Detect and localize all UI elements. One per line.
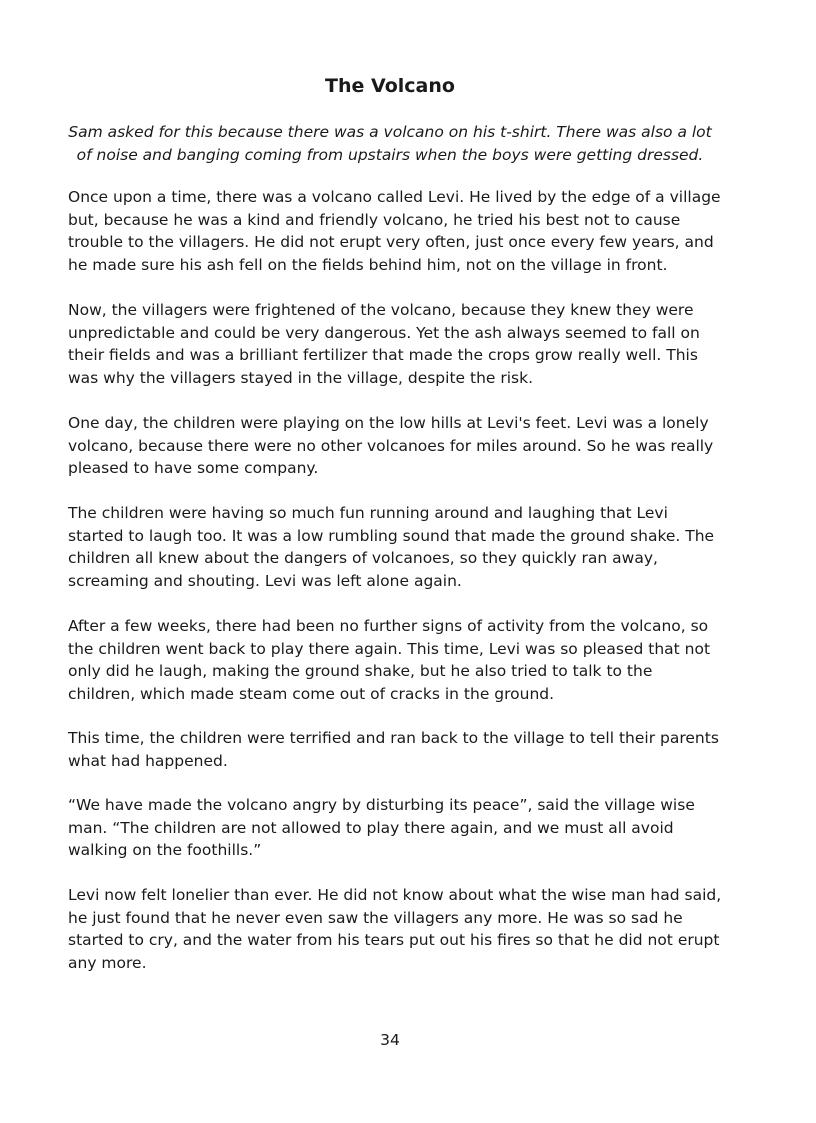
story-paragraph-5: After a few weeks, there had been no further signs of activity from the volcano, so the children went back to play there again. This time, Levi was so pleased that not only did he laugh, making the ground shake, but he also tried to talk to the children, which made steam come out of cracks in the ground. [68, 617, 711, 703]
story-paragraph-4: The children were having so much fun running around and laughing that Levi started to laugh too. It was a low rumbling sound that made the ground shake. The children all knew about the dangers of volcanoes, so they quickly ran away, screaming and shouting. Levi was left alone again. [68, 504, 715, 590]
story-paragraph-1: Once upon a time, there was a volcano called Levi. He lived by the edge of a village but, because he was a kind and friendly volcano, he tried his best not to cause trouble to the villagers. He did not erupt very often, just once every few years, and he made sure his ash fell on the fields behind him, not on the village in front. [68, 188, 721, 274]
story-paragraph-7: “We have made the volcano angry by disturbing its peace”, said the village wise man. “The children are not allowed to play there again, and we must all avoid walking on the foothills.” [68, 796, 695, 859]
story-paragraph-3: One day, the children were playing on the low hills at Levi's feet. Levi was a lonely volcano, because there were no other volcanoes for miles around. So he was really pleased to have some company. [68, 414, 714, 477]
story-paragraph-8: Levi now felt lonelier than ever. He did not know about what the wise man had said, he just found that he never even saw the villagers any more. He was so sad he started to cry, and the water from his tears put out his fires so that he did not erupt any more. [68, 886, 722, 972]
story-paragraph-2: Now, the villagers were frightened of the volcano, because they knew they were unpredictable and could be very dangerous. Yet the ash always seemed to fall on their fields and was a brilliant fertilizer that made the crops grow really well. This was why the villagers stayed in the village, despite the risk. [68, 301, 700, 387]
story-title: The Volcano [325, 75, 455, 97]
story-paragraph-6: This time, the children were terrified and ran back to the village to tell their parents what had happened. [68, 729, 719, 770]
page-number: 34 [380, 1031, 400, 1049]
story-intro: Sam asked for this because there was a volcano on his t-shirt. There was also a lot of noise and banging coming from upstairs when the boys were getting dressed. [68, 123, 712, 164]
